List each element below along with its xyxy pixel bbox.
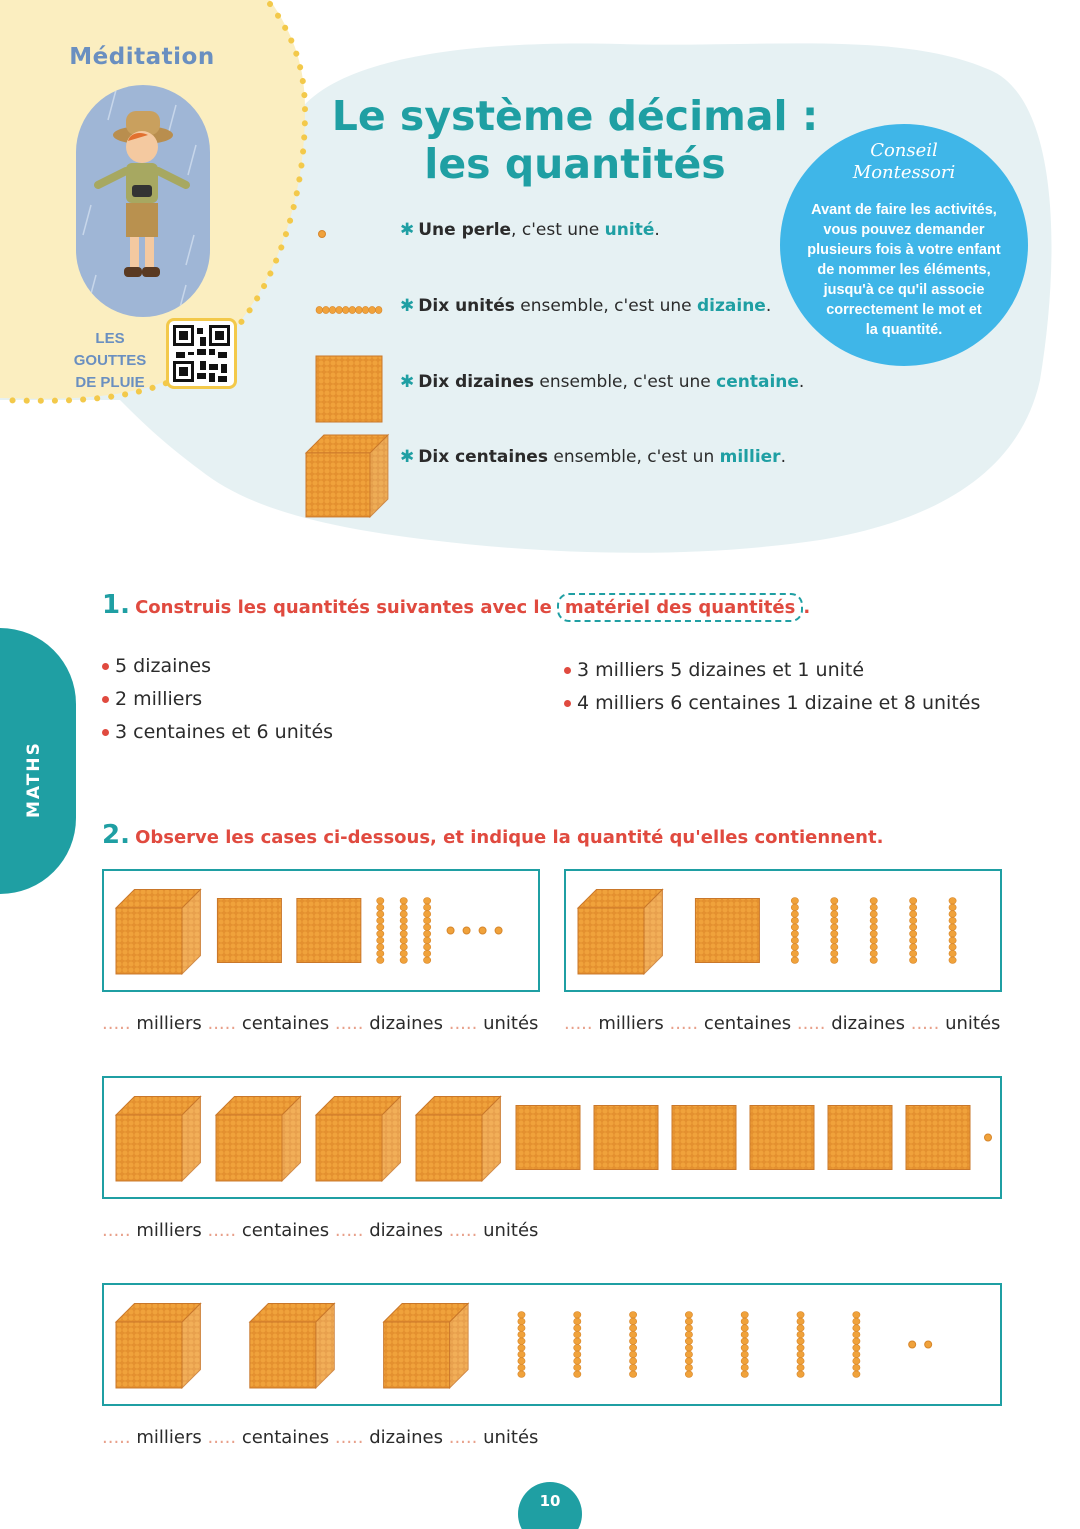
blank[interactable]: .....	[448, 1013, 478, 1034]
thousand-cube	[116, 890, 200, 974]
answer-word: dizaines	[369, 1427, 443, 1448]
list-item-text: 2 milliers	[115, 688, 203, 710]
blank[interactable]: .....	[448, 1220, 478, 1241]
answer-word: milliers	[136, 1013, 202, 1034]
blank[interactable]: .....	[102, 1427, 131, 1448]
answer-word: milliers	[136, 1220, 202, 1241]
definition-text: ensemble, c'est une	[534, 372, 717, 392]
list-item-text: 3 centaines et 6 unités	[115, 721, 334, 743]
definition-unit	[400, 220, 660, 240]
list-item-text: 3 milliers 5 dizaines et 1 unité	[577, 659, 865, 681]
exercise-1-heading	[102, 590, 810, 622]
blank[interactable]: .....	[102, 1013, 131, 1034]
thousand-cube	[416, 1097, 500, 1181]
ten-bar	[424, 898, 431, 964]
tip-line: jusqu'à ce qu'il associe	[823, 282, 985, 298]
answer-word: unités	[483, 1220, 539, 1241]
thousand-cube	[216, 1097, 300, 1181]
blank[interactable]: .....	[207, 1427, 237, 1448]
hundred-square	[695, 899, 759, 963]
list-item	[102, 688, 202, 710]
blank[interactable]: .....	[669, 1013, 699, 1034]
hundred-square	[828, 1106, 892, 1170]
title-line-1: Le système décimal :	[331, 92, 819, 140]
quantity-box-2-drawing	[566, 871, 1000, 990]
list-item	[564, 659, 864, 681]
list-item	[102, 721, 333, 743]
hundred-square	[316, 356, 382, 422]
definition-text: , c'est une	[511, 220, 605, 240]
subject-tab-label: MATHS	[24, 741, 44, 818]
blank[interactable]: .....	[334, 1013, 364, 1034]
bullet-icon	[564, 667, 571, 674]
exercise-2-heading	[102, 820, 883, 850]
bullet-icon	[102, 663, 109, 670]
exercise-1-end: .	[803, 597, 811, 618]
meditation-caption	[62, 328, 158, 394]
answer-word: centaines	[703, 1013, 792, 1034]
hundred-square	[750, 1106, 814, 1170]
boy-in-rain-icon	[76, 85, 210, 317]
quantity-box-1	[102, 869, 540, 992]
unit-bead	[495, 927, 502, 934]
caption-line-2: DE PLUIE	[75, 374, 145, 391]
thousand-cube	[384, 1304, 468, 1388]
ten-bar	[400, 898, 407, 964]
blank[interactable]: .....	[207, 1220, 237, 1241]
answer-word: dizaines	[369, 1220, 443, 1241]
answer-line-3[interactable]	[102, 1220, 538, 1241]
hundred-square	[672, 1106, 736, 1170]
star-icon: ✱	[400, 447, 415, 467]
answer-word: unités	[483, 1013, 539, 1034]
definition-highlight: unité	[604, 220, 655, 240]
definition-text: ensemble, c'est une	[514, 296, 698, 316]
tip-heading-line-1: Conseil	[870, 140, 938, 161]
unit-bead	[985, 1134, 992, 1141]
star-icon: ✱	[400, 296, 415, 316]
answer-word: dizaines	[831, 1013, 905, 1034]
bullet-icon	[102, 729, 109, 736]
list-item	[102, 655, 211, 677]
bullet-icon	[564, 700, 571, 707]
ten-bar	[377, 898, 384, 964]
subject-tab	[0, 628, 76, 894]
ten-bar	[949, 898, 956, 964]
star-icon: ✱	[400, 220, 415, 240]
list-item-text: 5 dizaines	[115, 655, 211, 677]
caption-line-1: LES GOUTTES	[73, 330, 147, 369]
quantity-box-2	[564, 869, 1002, 992]
hundred-square	[217, 899, 281, 963]
tip-line: vous pouvez demander	[823, 222, 985, 238]
ten-bar	[741, 1312, 748, 1378]
definition-end: .	[780, 447, 786, 467]
quantity-box-3-drawing	[104, 1078, 1000, 1197]
answer-word: milliers	[598, 1013, 664, 1034]
answer-word: unités	[945, 1013, 1001, 1034]
thousand-cube	[578, 890, 662, 974]
ten-bar	[870, 898, 877, 964]
blank[interactable]: .....	[564, 1013, 593, 1034]
blank[interactable]: .....	[448, 1427, 478, 1448]
unit-bead	[463, 927, 470, 934]
blank[interactable]: .....	[334, 1220, 364, 1241]
tip-line: plusieurs fois à votre enfant	[807, 242, 1001, 258]
thousand-cube	[316, 1097, 400, 1181]
blank[interactable]: .....	[910, 1013, 940, 1034]
tip-heading-line-2: Montessori	[852, 162, 956, 183]
definition-end: .	[765, 296, 772, 316]
definition-end: .	[654, 220, 660, 240]
definition-thousand	[400, 447, 786, 467]
tip-heading	[780, 140, 1028, 184]
ten-bar	[853, 1312, 860, 1378]
exercise-2-number: 2.	[102, 820, 130, 850]
blank[interactable]: .....	[207, 1013, 237, 1034]
hundred-square	[906, 1106, 970, 1170]
tip-text	[804, 200, 1004, 340]
bullet-icon	[102, 696, 109, 703]
answer-line-2[interactable]	[564, 1013, 1000, 1034]
ten-bar	[629, 1312, 636, 1378]
answer-word: milliers	[136, 1427, 202, 1448]
answer-word: unités	[483, 1427, 539, 1448]
definition-ten	[400, 296, 771, 316]
list-item-text: 4 milliers 6 centaines 1 dizaine et 8 unités	[577, 692, 981, 714]
answer-word: centaines	[241, 1220, 330, 1241]
thousand-cube	[116, 1304, 200, 1388]
page-title	[320, 92, 830, 188]
thousand-cube	[306, 435, 388, 517]
title-line-2: les quantités	[424, 140, 726, 188]
unit-bead	[479, 927, 486, 934]
thousand-cube	[116, 1097, 200, 1181]
definition-term: Dix centaines	[418, 447, 548, 467]
answer-word: dizaines	[369, 1013, 443, 1034]
list-item	[564, 692, 980, 714]
quantity-box-3	[102, 1076, 1002, 1199]
unit-bead-icon	[319, 231, 326, 238]
exercise-2-text: Observe les cases ci-dessous, et indique la quantité qu'elles contiennent.	[135, 827, 884, 848]
unit-bead	[447, 927, 454, 934]
ten-bar	[316, 306, 382, 313]
meditation-illustration	[76, 85, 210, 317]
ten-bar	[791, 898, 798, 964]
thousand-cube	[250, 1304, 334, 1388]
definition-text: ensemble, c'est un	[547, 447, 720, 467]
montessori-tip	[780, 124, 1028, 366]
page-number: 10	[518, 1482, 582, 1529]
tip-line: de nommer les éléments,	[817, 262, 991, 278]
ten-bar	[831, 898, 838, 964]
hundred-square	[594, 1106, 658, 1170]
star-icon: ✱	[400, 372, 415, 392]
definition-highlight: dizaine	[697, 296, 766, 316]
blank[interactable]: .....	[102, 1220, 131, 1241]
ten-bar	[910, 898, 917, 964]
tip-line: la quantité.	[865, 322, 943, 338]
qr-code[interactable]	[166, 318, 237, 389]
unit-bead	[909, 1341, 916, 1348]
hundred-square	[516, 1106, 580, 1170]
hundred-square	[297, 899, 361, 963]
blank[interactable]: .....	[334, 1427, 364, 1448]
ten-bar	[685, 1312, 692, 1378]
definition-end: .	[798, 372, 805, 392]
definition-hundred	[400, 372, 804, 392]
tip-line: correctement le mot et	[826, 302, 982, 318]
quantity-box-4	[102, 1283, 1002, 1406]
answer-word: centaines	[241, 1013, 330, 1034]
exercise-1-number: 1.	[102, 590, 130, 620]
answer-word: centaines	[241, 1427, 330, 1448]
unit-bead	[925, 1341, 932, 1348]
definition-term: Dix dizaines	[418, 372, 535, 392]
qr-code-icon	[173, 325, 230, 382]
definition-highlight: millier	[719, 447, 781, 467]
definition-highlight: centaine	[716, 372, 799, 392]
definition-illustrations	[300, 210, 400, 520]
quantity-box-4-drawing	[104, 1285, 1000, 1404]
exercise-1-text: Construis les quantités suivantes avec le	[135, 597, 552, 618]
answer-line-1[interactable]	[102, 1013, 538, 1034]
ten-bar	[574, 1312, 581, 1378]
tip-line: Avant de faire les activités,	[811, 202, 997, 218]
ten-bar	[518, 1312, 525, 1378]
answer-line-4[interactable]	[102, 1427, 538, 1448]
meditation-title: Méditation	[69, 44, 215, 70]
blank[interactable]: .....	[796, 1013, 826, 1034]
definition-term: Dix unités	[418, 296, 515, 316]
ten-bar	[797, 1312, 804, 1378]
exercise-1-boxed-term: matériel des quantités	[557, 593, 803, 622]
quantity-box-1-drawing	[104, 871, 538, 990]
definition-term: Une perle	[418, 220, 512, 240]
